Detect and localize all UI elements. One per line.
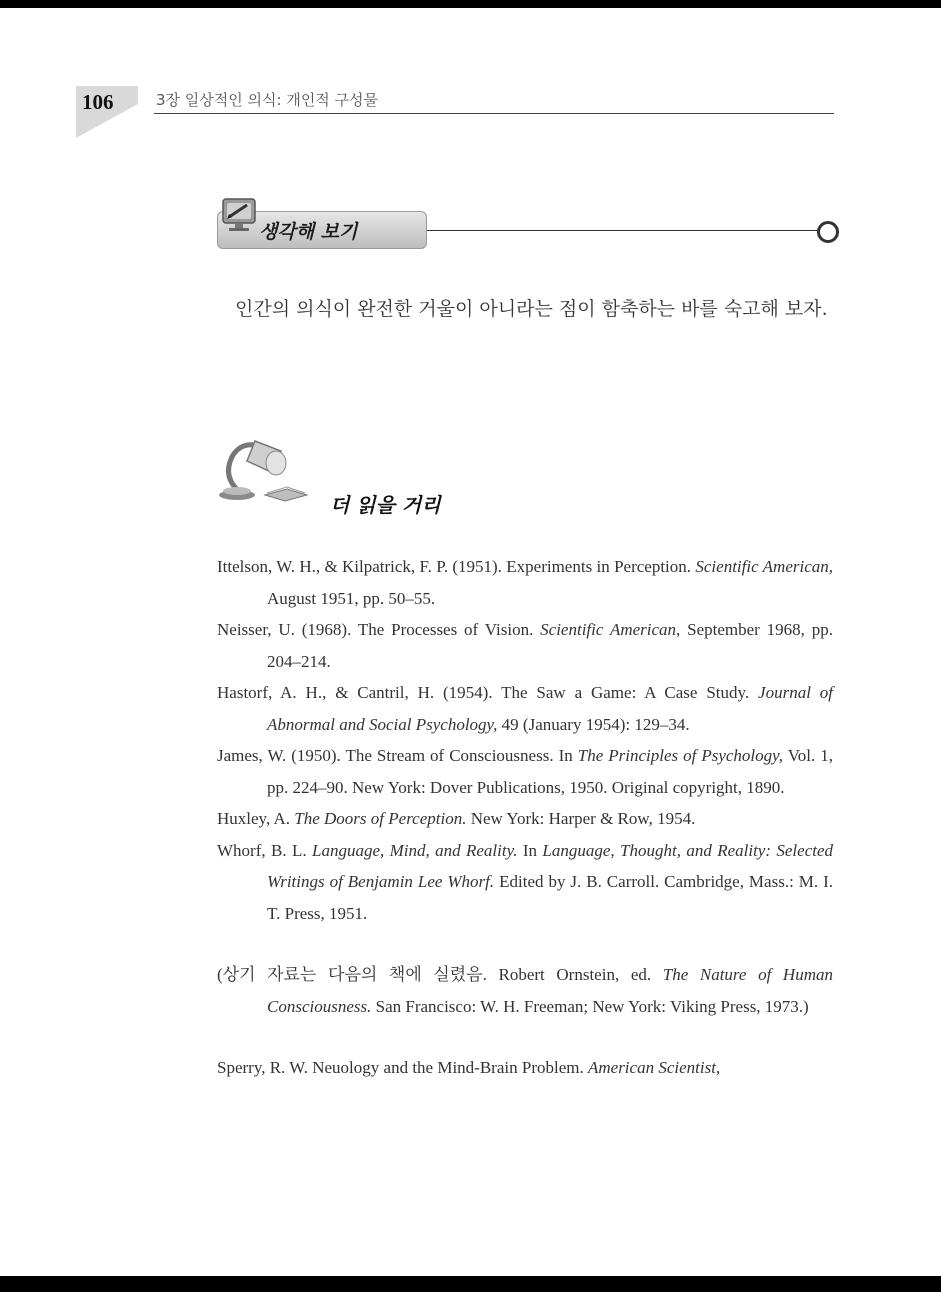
lamp-book-icon xyxy=(215,433,315,505)
chapter-title: 3장 일상적인 의식: 개인적 구성물 xyxy=(156,91,379,109)
think-banner xyxy=(217,195,837,255)
reading-label: 더 읽을 거리 xyxy=(330,493,441,517)
reference-item: Whorf, B. L. Language, Mind, and Reality. In Language, Thought, and Reality: Selected Writings of Benjamin Lee Whorf. Edited by J. B. Carroll. Cambridge, Mass.: M. I. T. Press, 1951. xyxy=(217,840,834,923)
think-text: 인간의 의식이 완전한 거울이 아니라는 점이 함축하는 바를 숙고해 보자. xyxy=(235,298,828,320)
reference-item: Neisser, U. (1968). The Processes of Vision. Scientific American, September 1968, pp. 204–214. xyxy=(217,620,833,671)
reference-item: Hastorf, A. H., & Cantril, H. (1954). The Saw a Game: A Case Study. Journal of Abnormal and Social Psychology, 49 (January 1954): 129–34. xyxy=(217,683,834,734)
monitor-pencil-icon xyxy=(219,195,263,239)
source-note: (상기 자료는 다음의 책에 실렸음. Robert Ornstein, ed. The Nature of Human Consciousness. San Francisco: W. H. Freeman; New York: Viking Press, 1973.) xyxy=(217,965,833,1016)
reference-item: Ittelson, W. H., & Kilpatrick, F. P. (1951). Experiments in Perception. Scientific American, August 1951, pp. 50–55. xyxy=(217,557,833,608)
reference-item: James, W. (1950). The Stream of Consciousness. In The Principles of Psychology, Vol. 1, pp. 224–90. New York: Dover Publications, 1950. Original copyright, 1890. xyxy=(217,746,833,797)
reference-list xyxy=(217,551,833,1084)
header-rule xyxy=(154,113,834,114)
reference-item: Huxley, A. The Doors of Perception. New York: Harper & Row, 1954. xyxy=(217,809,696,828)
top-border xyxy=(0,0,941,8)
think-label: 생각해 보기 xyxy=(259,221,358,243)
think-line xyxy=(427,230,821,231)
bottom-border xyxy=(0,1276,941,1292)
reference-item: Sperry, R. W. Neuology and the Mind-Brain Problem. American Scientist, xyxy=(217,1058,721,1077)
think-circle xyxy=(817,221,839,243)
page-number: 106 xyxy=(82,90,114,114)
